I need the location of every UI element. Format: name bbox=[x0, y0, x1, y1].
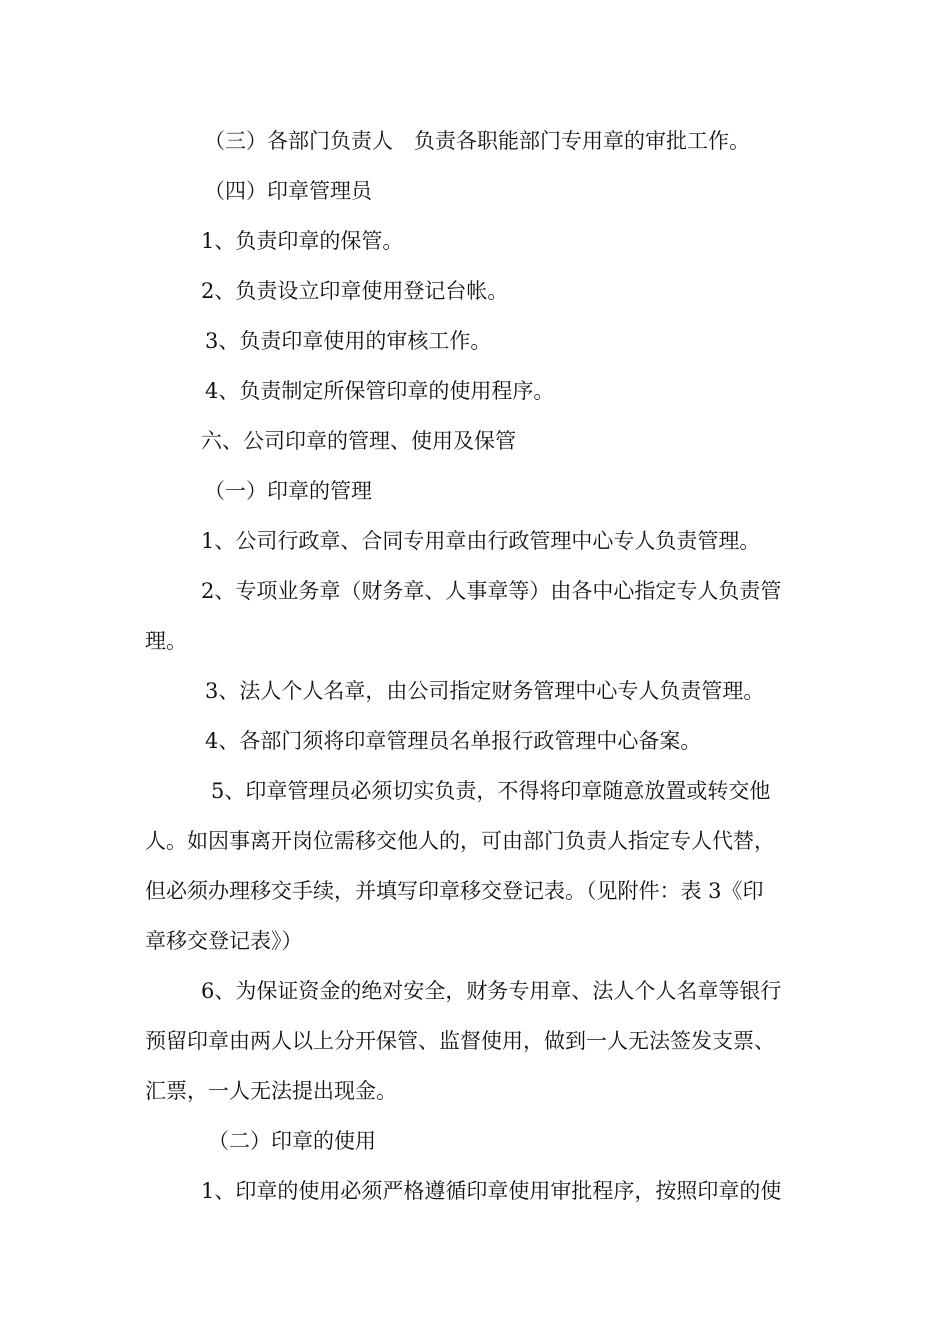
management-item-3: 3、法人个人名章，由公司指定财务管理中心专人负责管理。 bbox=[205, 679, 765, 703]
management-item-4: 4、各部门须将印章管理员名单报行政管理中心备案。 bbox=[205, 729, 702, 753]
keeper-duty-2: 2、负责设立印章使用登记台帐。 bbox=[201, 279, 509, 303]
management-item-2: 2、专项业务章（财务章、人事章等）由各中心指定专人负责管 bbox=[201, 579, 782, 603]
section-3-dept-heads: （三）各部门负责人 负责各职能部门专用章的审批工作。 bbox=[204, 129, 750, 153]
usage-item-1: 1、印章的使用必须严格遵循印章使用审批程序，按照印章的使 bbox=[201, 1179, 782, 1203]
management-item-1: 1、公司行政章、合同专用章由行政管理中心专人负责管理。 bbox=[201, 529, 761, 553]
keeper-duty-1: 1、负责印章的保管。 bbox=[201, 229, 404, 253]
management-item-6-cont-2: 汇票，一人无法提出现金。 bbox=[145, 1079, 397, 1103]
keeper-duty-3: 3、负责印章使用的审核工作。 bbox=[205, 329, 492, 353]
management-item-6: 6、为保证资金的绝对安全，财务专用章、法人个人名章等银行 bbox=[201, 979, 782, 1003]
chapter-6-heading: 六、公司印章的管理、使用及保管 bbox=[201, 429, 516, 453]
management-item-2-cont: 理。 bbox=[145, 629, 187, 653]
management-item-6-cont-1: 预留印章由两人以上分开保管、监督使用，做到一人无法签发支票、 bbox=[145, 1029, 775, 1053]
keeper-duty-4: 4、负责制定所保管印章的使用程序。 bbox=[205, 379, 555, 403]
subsection-1-management: （一）印章的管理 bbox=[204, 479, 372, 503]
management-item-5: 5、印章管理员必须切实负责，不得将印章随意放置或转交他 bbox=[211, 779, 771, 803]
management-item-5-cont-1: 人。如因事离开岗位需移交他人的，可由部门负责人指定专人代替， bbox=[145, 829, 775, 853]
section-4-seal-keeper: （四）印章管理员 bbox=[204, 179, 372, 203]
management-item-5-cont-2: 但必须办理移交手续，并填写印章移交登记表。（见附件：表 3《印 bbox=[145, 879, 764, 903]
management-item-5-cont-3: 章移交登记表》） bbox=[145, 929, 303, 953]
subsection-2-usage: （二）印章的使用 bbox=[208, 1129, 376, 1153]
